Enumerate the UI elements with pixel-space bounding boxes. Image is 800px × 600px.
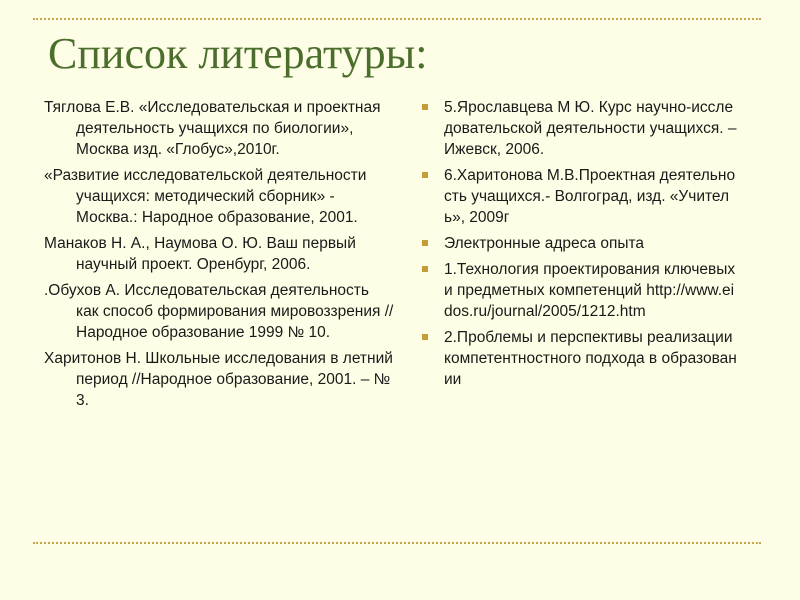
square-bullet-icon (422, 104, 428, 110)
reference-item: .Обухов А. Исследовательская деятельность как способ формирования мировоззрения //Народное образование 1999 № 10. (44, 282, 394, 341)
square-bullet-icon (422, 240, 428, 246)
reference-item: Тяглова Е.В. «Исследовательская и проектная деятельность учащихся по биологии», Москва изд. «Глобус»,2010г. (44, 99, 381, 158)
bullet-item (420, 165, 740, 228)
bullet-text: 1.Технология проектирования ключевых и предметных компетенций http://www.eidos.ru/journal/2005/1212.htm (444, 261, 736, 320)
top-divider (33, 18, 761, 20)
reference-item: Харитонов Н. Школьные исследования в летний период //Народное образование, 2001. – № 3. (44, 350, 393, 409)
bullet-text: Электронные адреса опыта (444, 235, 645, 252)
reference-item: Манаков Н. А., Наумова О. Ю. Ваш первый научный проект. Оренбург, 2006. (44, 235, 356, 273)
bottom-divider (33, 542, 761, 544)
bullet-text: 5.Ярославцева М Ю. Курс научно-исследовательской деятельности учащихся. – Ижевск, 2006. (444, 99, 737, 158)
reference-item: «Развитие исследовательской деятельности учащихся: методический сборник» - Москва.: Народное образование, 2001. (44, 167, 367, 226)
slide-title: Список литературы: (48, 29, 428, 78)
bullet-item (420, 327, 740, 390)
bullet-item (420, 233, 740, 254)
left-column (44, 97, 394, 416)
bullet-item (420, 97, 740, 160)
right-column (420, 97, 740, 395)
bullet-text: 6.Харитонова М.В.Проектная деятельность учащихся.- Волгоград, изд. «Учитель», 2009г (444, 167, 736, 226)
bullet-item (420, 259, 740, 322)
bullet-text: 2.Проблемы и перспективы реализации компетентностного подхода в образовании (444, 329, 737, 388)
square-bullet-icon (422, 334, 428, 340)
square-bullet-icon (422, 266, 428, 272)
square-bullet-icon (422, 172, 428, 178)
